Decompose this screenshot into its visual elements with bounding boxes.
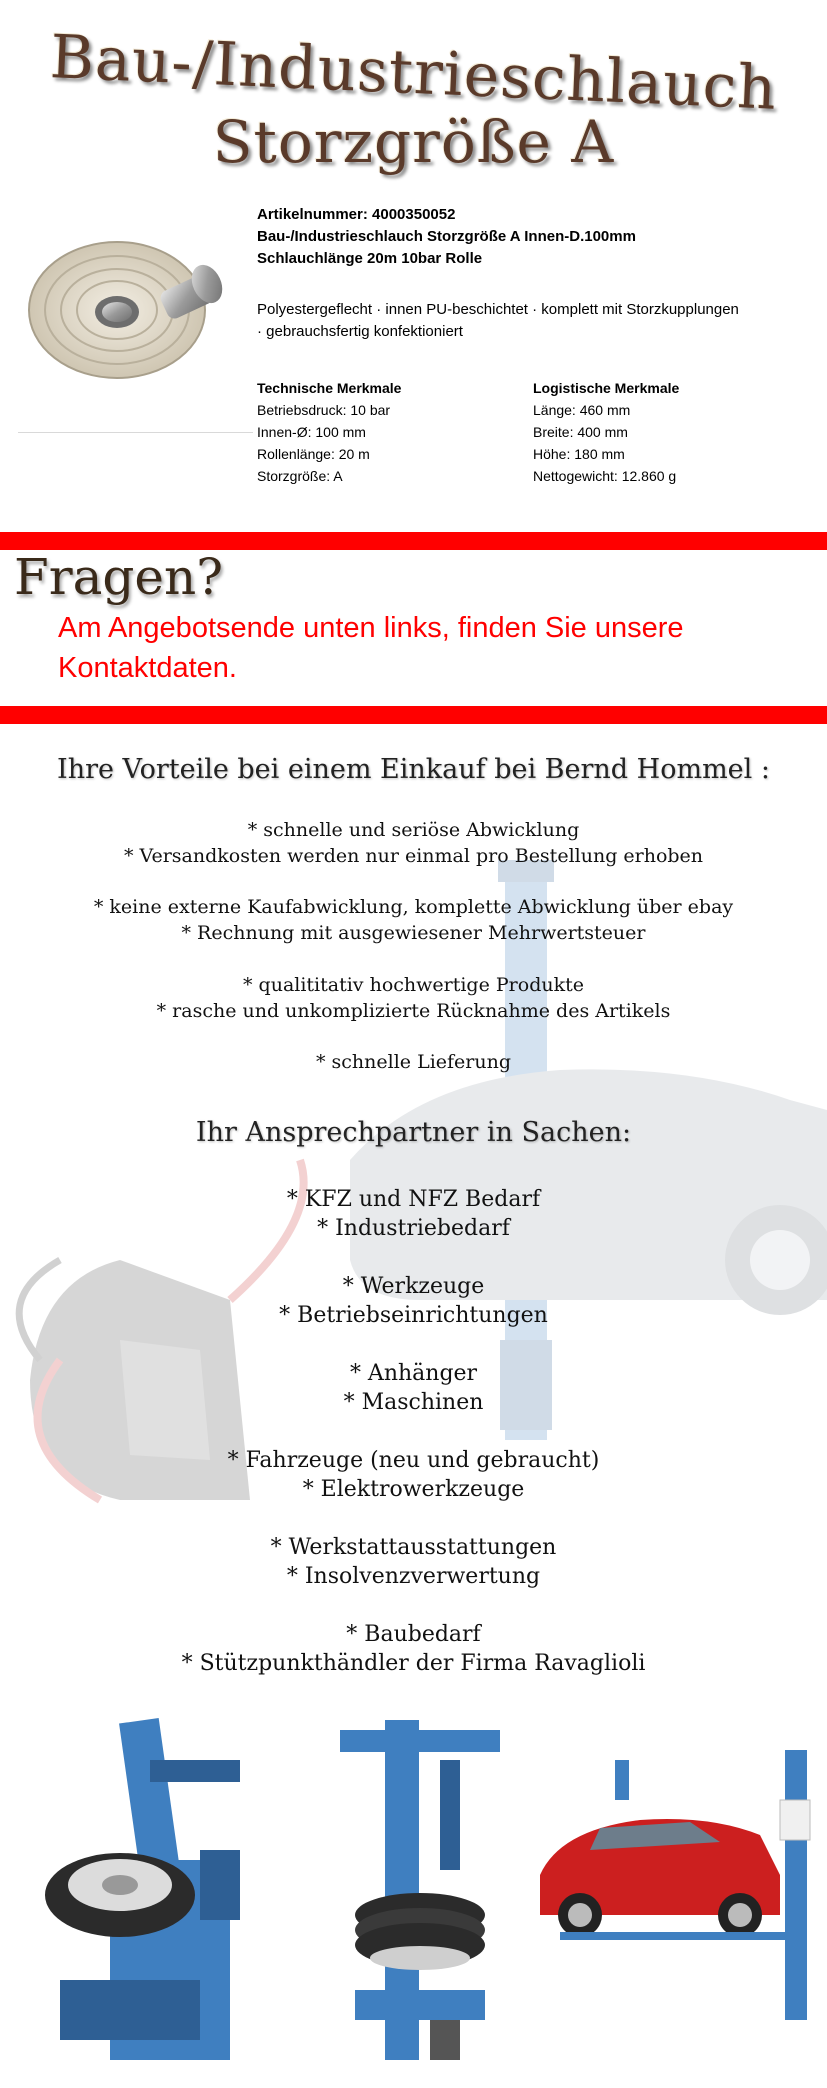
technical-feature-item: Rollenlänge: 20 m <box>257 446 370 462</box>
product-name-line-1: Bau-/Industrieschlauch Storzgröße A Innen-D.100mm <box>257 228 636 245</box>
product-description-line-2: · gebrauchsfertig konfektioniert <box>257 323 463 340</box>
logistic-features-heading: Logistische Merkmale <box>533 380 680 396</box>
service-item: * Elektrowerkzeuge <box>302 1477 525 1502</box>
technical-features-heading: Technische Merkmale <box>257 380 402 396</box>
advantage-item: * Versandkosten werden nur einmal pro Bestellung erhoben <box>123 845 704 867</box>
advantage-item: * keine externe Kaufabwicklung, komplette Abwicklung über ebay <box>93 896 734 918</box>
product-divider <box>18 432 253 433</box>
service-item: * Betriebseinrichtungen <box>279 1303 548 1328</box>
service-item: * Anhänger <box>349 1361 478 1386</box>
logistic-feature-item: Nettogewicht: 12.860 g <box>533 468 677 484</box>
service-item: * KFZ und NFZ Bedarf <box>286 1187 541 1212</box>
service-item: * Industriebedarf <box>317 1216 510 1241</box>
service-item: * Maschinen <box>343 1390 484 1415</box>
service-item: * Werkzeuge <box>342 1274 485 1299</box>
logistic-feature-item: Länge: 460 mm <box>533 402 631 418</box>
service-item: * Werkstattausstattungen <box>270 1535 557 1560</box>
service-item: * Insolvenzverwertung <box>286 1564 541 1589</box>
tire-changer-machine-image <box>45 1718 240 2060</box>
tire-changer-machine-image-2 <box>340 1720 500 2060</box>
contact-hint-line-1: Am Angebotsende unten links, finden Sie unsere <box>58 612 684 644</box>
advantages-heading: Ihre Vorteile bei einem Einkauf bei Bernd Hommel : <box>57 754 770 785</box>
technical-feature-item: Innen-Ø: 100 mm <box>257 424 366 440</box>
technical-feature-item: Betriebsdruck: 10 bar <box>257 402 391 418</box>
service-item: * Fahrzeuge (neu und gebraucht) <box>227 1448 600 1473</box>
contact-partner-heading: Ihr Ansprechpartner in Sachen: <box>195 1117 632 1148</box>
advantage-item: * schnelle und seriöse Abwicklung <box>247 819 580 841</box>
contact-hint-line-2: Kontaktdaten. <box>58 652 237 684</box>
advantage-item: * rasche und unkomplizierte Rücknahme des Artikels <box>156 1000 671 1022</box>
technical-feature-item: Storzgröße: A <box>257 468 343 484</box>
bottom-machines-images <box>0 1700 827 2080</box>
advantage-item: * qualititativ hochwertige Produkte <box>243 974 584 996</box>
article-number: Artikelnummer: 4000350052 <box>257 206 456 223</box>
product-name-line-2: Schlauchlänge 20m 10bar Rolle <box>257 250 483 267</box>
service-item: * Baubedarf <box>346 1622 481 1647</box>
contact-hint <box>58 608 684 688</box>
page-title-line-2: Storzgröße A <box>212 108 615 176</box>
service-item: * Stützpunkthändler der Firma Ravaglioli <box>181 1651 646 1676</box>
red-divider-bottom <box>0 706 827 724</box>
car-on-lift-image <box>540 1750 810 2020</box>
logistic-feature-item: Breite: 400 mm <box>533 424 628 440</box>
logistic-feature-item: Höhe: 180 mm <box>533 446 625 462</box>
product-description-line-1: Polyestergeflecht · innen PU-beschichtet · komplett mit Storzkupplungen <box>257 301 739 318</box>
advantage-item: * schnelle Lieferung <box>315 1051 512 1073</box>
advantage-item: * Rechnung mit ausgewiesener Mehrwertsteuer <box>181 922 646 944</box>
fire-hose-roll-image <box>22 222 237 382</box>
questions-heading: Fragen? <box>14 548 224 606</box>
page-title-line-1: Bau-/Industrieschlauch <box>48 22 779 124</box>
